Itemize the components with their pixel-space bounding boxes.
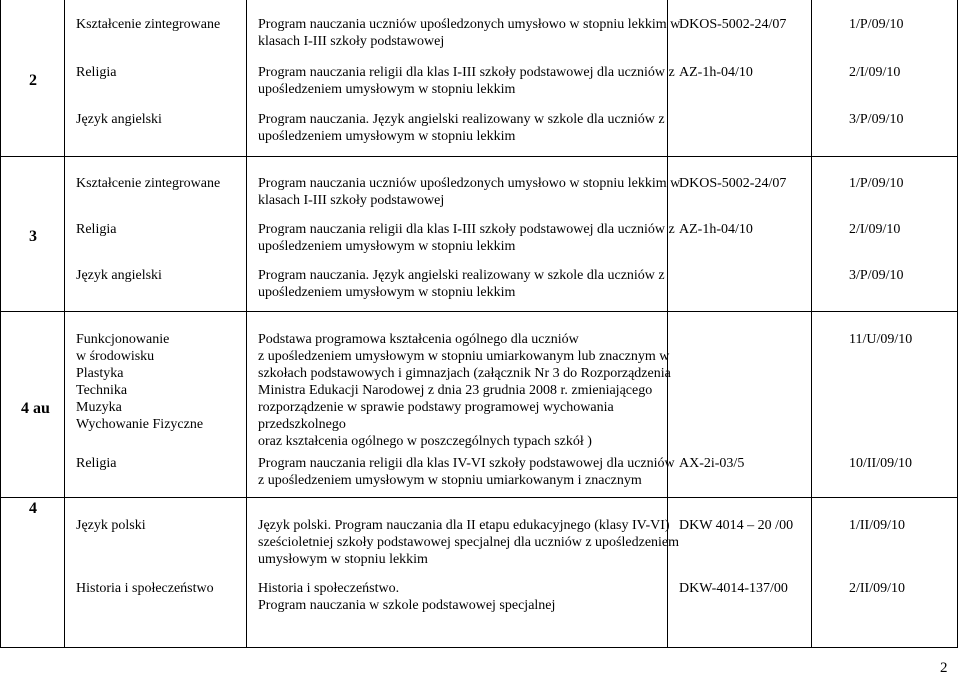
column-divider xyxy=(64,157,65,311)
ref-cell: 3/P/09/10 xyxy=(849,268,904,283)
program-line: upośledzeniem umysłowym w stopniu lekkim xyxy=(258,82,516,97)
program-line: Język polski. Program nauczania dla II etapu edukacyjnego (klasy IV-VI) xyxy=(258,518,670,533)
subject-cell: Kształcenie zintegrowane xyxy=(76,17,221,32)
table-group-class-4 xyxy=(0,497,958,648)
program-line: Program nauczania. Język angielski realizowany w szkole dla uczniów z xyxy=(258,112,665,127)
table-group-class-2 xyxy=(0,0,958,157)
subject-cell: Język angielski xyxy=(76,112,162,127)
column-divider xyxy=(64,312,65,497)
program-line: upośledzeniem umysłowym w stopniu lekkim xyxy=(258,285,516,300)
program-line: umysłowym w stopniu lekkim xyxy=(258,552,428,567)
column-divider xyxy=(811,498,812,647)
program-line: Program nauczania w szkole podstawowej specjalnej xyxy=(258,598,556,613)
subject-line: Technika xyxy=(76,383,128,398)
table-group-class-3 xyxy=(0,156,958,312)
class-number: 4 xyxy=(29,500,37,517)
program-line: Podstawa programowa kształcenia ogólnego dla uczniów xyxy=(258,332,579,347)
code-cell: AX-2i-03/5 xyxy=(679,456,745,471)
code-cell: DKW-4014-137/00 xyxy=(679,581,788,596)
subject-cell: Język polski xyxy=(76,518,146,533)
program-line: Program nauczania religii dla klas I-III szkoły podstawowej dla uczniów z xyxy=(258,65,675,80)
program-line: szkołach podstawowych i gimnazjach (załącznik Nr 3 do Rozporządzenia xyxy=(258,366,671,381)
ref-cell: 10/II/09/10 xyxy=(849,456,912,471)
ref-cell: 2/I/09/10 xyxy=(849,222,901,237)
subject-cell: Religia xyxy=(76,222,117,237)
program-line: klasach I-III szkoły podstawowej xyxy=(258,193,445,208)
subject-cell: Kształcenie zintegrowane xyxy=(76,176,221,191)
column-divider xyxy=(246,312,247,497)
subject-cell: Religia xyxy=(76,456,117,471)
subject-line: Funkcjonowanie xyxy=(76,332,170,347)
program-line: sześcioletniej szkoły podstawowej specjalnej dla uczniów z upośledzeniem xyxy=(258,535,680,550)
program-line: Program nauczania religii dla klas I-III szkoły podstawowej dla uczniów z xyxy=(258,222,675,237)
code-cell: AZ-1h-04/10 xyxy=(679,65,753,80)
program-line: Historia i społeczeństwo. xyxy=(258,581,400,596)
class-number: 4 au xyxy=(21,400,50,417)
program-line: Ministra Edukacji Narodowej z dnia 23 grudnia 2008 r. zmieniającego xyxy=(258,383,653,398)
program-line: z upośledzeniem umysłowym w stopniu umiarkowanym i znacznym xyxy=(258,473,642,488)
program-line: Program nauczania uczniów upośledzonych umysłowo w stopniu lekkim w xyxy=(258,17,681,32)
program-line: Program nauczania religii dla klas IV-VI szkoły podstawowej dla uczniów xyxy=(258,456,675,471)
page-number: 2 xyxy=(940,660,948,676)
column-divider xyxy=(246,0,247,156)
program-line: oraz kształcenia ogólnego w poszczególnych typach szkół ) xyxy=(258,434,592,449)
subject-line: Wychowanie Fizyczne xyxy=(76,417,204,432)
subject-cell: Historia i społeczeństwo xyxy=(76,581,214,596)
program-line: przedszkolnego xyxy=(258,417,346,432)
program-line: Program nauczania. Język angielski realizowany w szkole dla uczniów z xyxy=(258,268,665,283)
column-divider xyxy=(246,157,247,311)
code-cell: AZ-1h-04/10 xyxy=(679,222,753,237)
column-divider xyxy=(811,312,812,497)
subject-line: Muzyka xyxy=(76,400,122,415)
column-divider xyxy=(811,0,812,156)
table-group-class-4-au xyxy=(0,311,958,498)
ref-cell: 1/P/09/10 xyxy=(849,17,904,32)
code-cell: DKOS-5002-24/07 xyxy=(679,17,787,32)
program-line: klasach I-III szkoły podstawowej xyxy=(258,34,445,49)
subject-cell: Język angielski xyxy=(76,268,162,283)
subject-line: Plastyka xyxy=(76,366,124,381)
subject-cell: Religia xyxy=(76,65,117,80)
ref-cell: 2/I/09/10 xyxy=(849,65,901,80)
program-line: rozporządzenie w sprawie podstawy programowej wychowania xyxy=(258,400,614,415)
subject-line: w środowisku xyxy=(76,349,155,364)
class-number: 3 xyxy=(29,228,37,245)
ref-cell: 2/II/09/10 xyxy=(849,581,905,596)
program-line: Program nauczania uczniów upośledzonych umysłowo w stopniu lekkim w xyxy=(258,176,681,191)
program-line: upośledzeniem umysłowym w stopniu lekkim xyxy=(258,239,516,254)
ref-cell: 1/P/09/10 xyxy=(849,176,904,191)
program-line: upośledzeniem umysłowym w stopniu lekkim xyxy=(258,129,516,144)
ref-cell: 11/U/09/10 xyxy=(849,332,913,347)
ref-cell: 1/II/09/10 xyxy=(849,518,905,533)
column-divider xyxy=(811,157,812,311)
column-divider xyxy=(64,498,65,647)
column-divider xyxy=(246,498,247,647)
code-cell: DKW 4014 – 20 /00 xyxy=(679,518,794,533)
ref-cell: 3/P/09/10 xyxy=(849,112,904,127)
code-cell: DKOS-5002-24/07 xyxy=(679,176,787,191)
class-number: 2 xyxy=(29,72,37,89)
program-line: z upośledzeniem umysłowym w stopniu umiarkowanym lub znacznym w xyxy=(258,349,670,364)
column-divider xyxy=(64,0,65,156)
